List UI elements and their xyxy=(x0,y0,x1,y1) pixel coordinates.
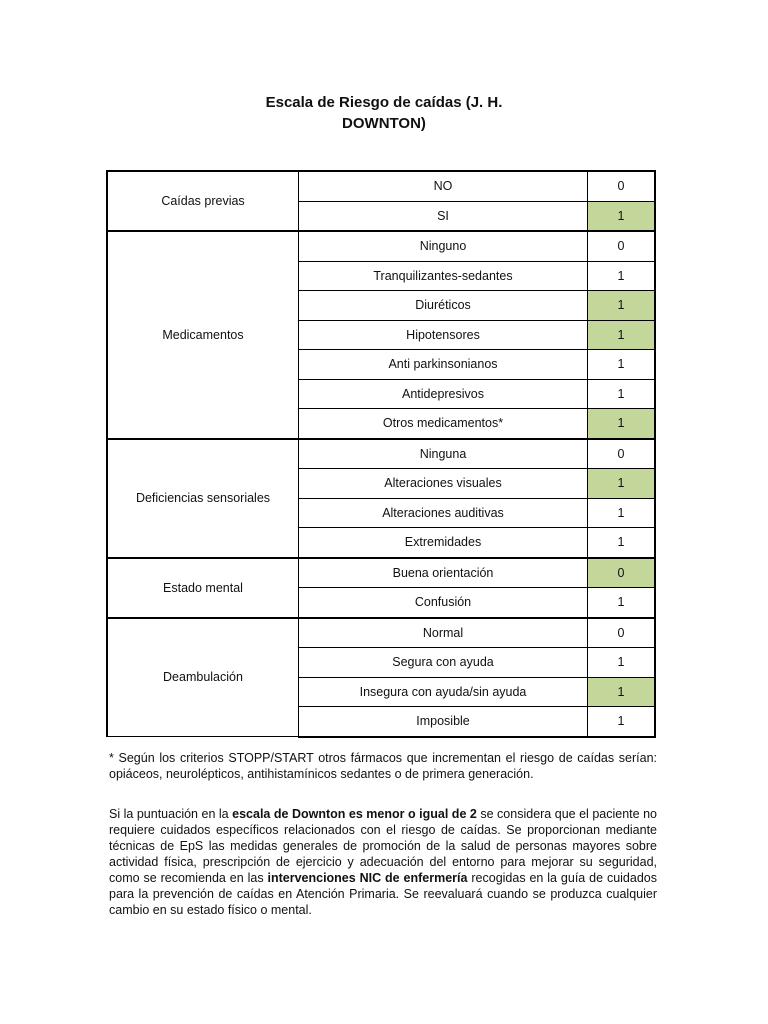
item-cell: Antidepresivos xyxy=(299,379,588,409)
downton-scale-table xyxy=(106,170,656,738)
score-cell: 1 xyxy=(588,261,656,291)
score-cell-highlighted: 1 xyxy=(588,320,656,350)
table-row xyxy=(107,439,655,469)
item-cell: Normal xyxy=(299,618,588,648)
page-title xyxy=(0,92,768,134)
table-row xyxy=(107,231,655,261)
paragraph-bold-2: intervenciones NIC de enfermería xyxy=(267,871,468,885)
paragraph-text-3: recogidas en la guía de cuidados para la prevención de caídas en Atención Primaria. Se reevaluará cuando se produzca cualquier cambio en su estado físico o mental. xyxy=(109,871,657,917)
item-cell: Insegura con ayuda/sin ayuda xyxy=(299,677,588,707)
item-cell: Buena orientación xyxy=(299,558,588,588)
score-cell: 1 xyxy=(588,588,656,618)
page-title-line-1: Escala de Riesgo de caídas (J. H. xyxy=(265,94,503,111)
score-cell: 0 xyxy=(588,171,656,201)
score-cell-highlighted: 1 xyxy=(588,291,656,321)
item-cell: Ninguna xyxy=(299,439,588,469)
score-cell: 1 xyxy=(588,648,656,678)
item-cell: Extremidades xyxy=(299,528,588,558)
item-cell: Alteraciones auditivas xyxy=(299,498,588,528)
item-cell: Alteraciones visuales xyxy=(299,469,588,499)
item-cell: Confusión xyxy=(299,588,588,618)
item-cell: Otros medicamentos* xyxy=(299,409,588,439)
item-cell: Hipotensores xyxy=(299,320,588,350)
paragraph-text-2: se considera que el paciente no requiere cuidados específicos relacionados con el riesgo de caídas. Se proporcionan mediante técnicas de EpS las medidas generales de promoción de la salud de personas mayores sobre actividad física, prescripción de ejercicio y adecuación del entorno para mejorar su seguridad, como se recomienda en las xyxy=(109,807,657,885)
category-cell: Medicamentos xyxy=(107,231,299,439)
item-cell: Tranquilizantes-sedantes xyxy=(299,261,588,291)
score-cell: 1 xyxy=(588,498,656,528)
item-cell: NO xyxy=(299,171,588,201)
page-title-line-2: DOWNTON) xyxy=(342,115,426,132)
score-cell-highlighted: 1 xyxy=(588,677,656,707)
downton-scale-body xyxy=(107,171,655,737)
score-cell: 1 xyxy=(588,350,656,380)
category-cell: Deambulación xyxy=(107,618,299,737)
score-cell: 0 xyxy=(588,231,656,261)
category-cell: Deficiencias sensoriales xyxy=(107,439,299,558)
item-cell: Imposible xyxy=(299,707,588,737)
score-cell-highlighted: 1 xyxy=(588,469,656,499)
score-cell-highlighted: 0 xyxy=(588,558,656,588)
score-cell: 1 xyxy=(588,528,656,558)
paragraph-bold-1: escala de Downton es menor o igual de 2 xyxy=(232,807,477,821)
table-row xyxy=(107,171,655,201)
item-cell: Segura con ayuda xyxy=(299,648,588,678)
item-cell: SI xyxy=(299,201,588,231)
item-cell: Anti parkinsonianos xyxy=(299,350,588,380)
score-cell-highlighted: 1 xyxy=(588,201,656,231)
score-cell-highlighted: 1 xyxy=(588,409,656,439)
score-cell: 0 xyxy=(588,439,656,469)
interpretation-paragraph xyxy=(109,806,657,918)
score-cell: 0 xyxy=(588,618,656,648)
footnote: * Según los criterios STOPP/START otros fármacos que incrementan el riesgo de caídas serían: opiáceos, neurolépticos, antihistamínicos sedantes o de primera generación. xyxy=(109,751,657,781)
table-row xyxy=(107,618,655,648)
category-cell: Estado mental xyxy=(107,558,299,618)
item-cell: Diuréticos xyxy=(299,291,588,321)
item-cell: Ninguno xyxy=(299,231,588,261)
table-row xyxy=(107,558,655,588)
score-cell: 1 xyxy=(588,379,656,409)
category-cell: Caídas previas xyxy=(107,171,299,231)
paragraph-text-1: Si la puntuación en la xyxy=(109,807,233,821)
score-cell: 1 xyxy=(588,707,656,737)
